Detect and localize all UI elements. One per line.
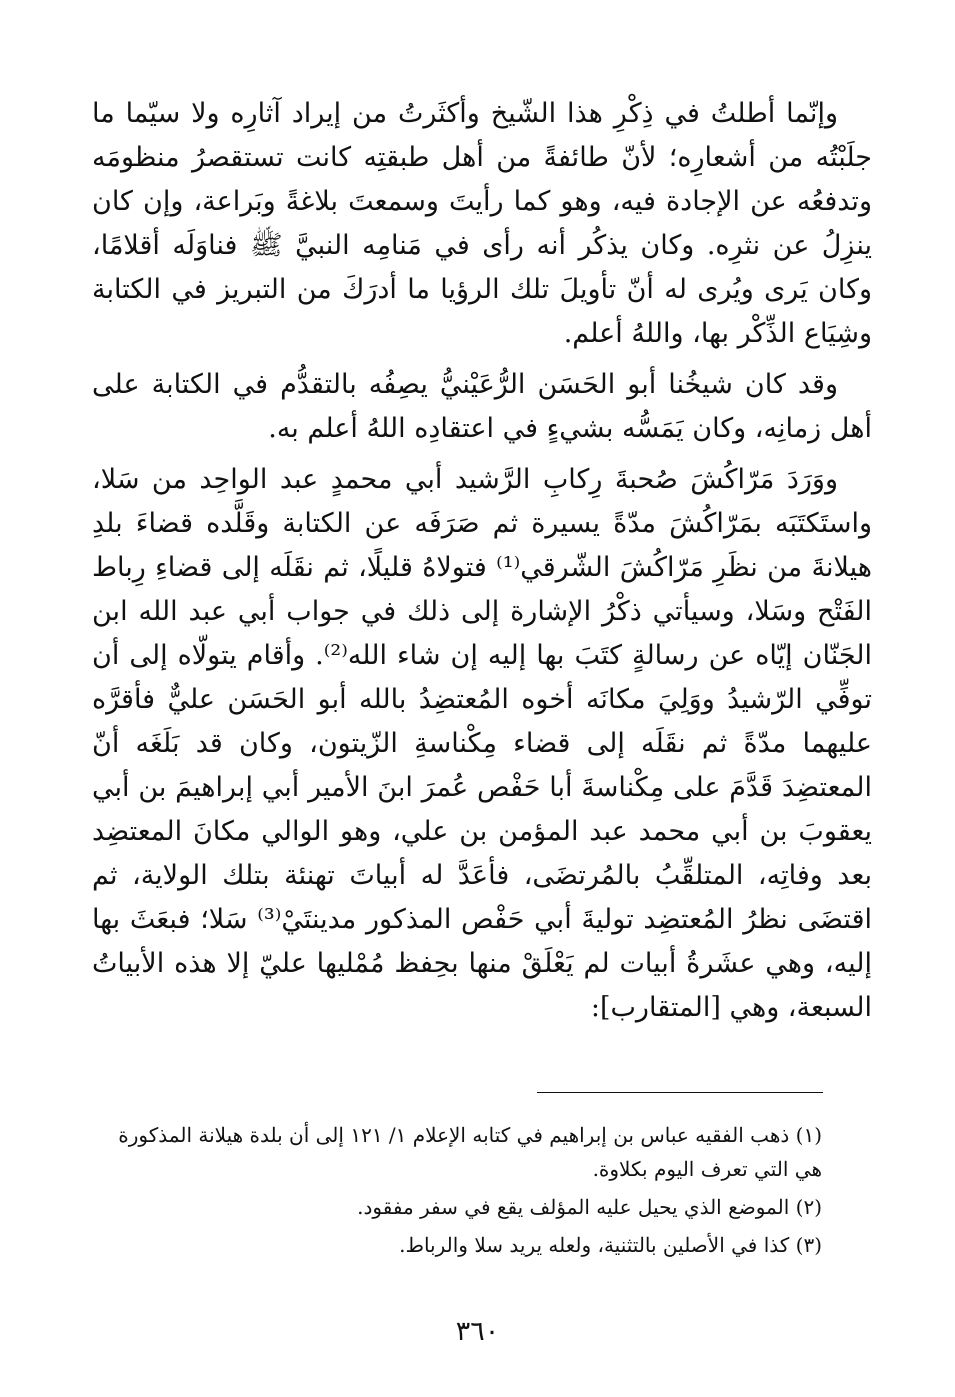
footnotes [92, 1118, 822, 1266]
footnote-1: (١) ذهب الفقيه عباس بن إبراهيم في كتابه الإعلام ١/ ١٢١ إلى أن بلدة هيلانة المذكورة هي التي تعرف اليوم بكلاوة. [118, 1123, 822, 1181]
paragraph-2: وقد كان شيخُنا أبو الحَسَن الرُّعَيْنيُّ يصِفُه بالتقدُّم في الكتابة على أهل زمانِه، وكان يَمَسُّه بشيءٍ في اعتقادِه اللهُ أعلم به. [92, 369, 872, 444]
main-text [92, 92, 872, 1037]
paragraph-1: وإنّما أطلتُ في ذِكْرِ هذا الشّيخ وأكثَرتُ من إيراد آثارِه ولا سيّما ما جلَبْتُه من أشعارِه؛ لأنّ طائفةً من أهل طبقتِه كانت تستقصرُ منظومَه وتدفعُه عن الإجادة فيه، وهو كما رأيتَ وسمعتَ بلاغةً وبَراعة، وإن كان ينزِلُ عن نثرِه. وكان يذكُر أنه رأى في مَنامِه النبيَّ ﷺ فناوَلَه أقلامًا، وكان يَرى ويُرى له أنّ تأويلَ تلك الرؤيا ما أدرَكَ من التبريز في الكتابة وشِيَاع الذِّكْر بها، واللهُ أعلم. [92, 98, 872, 349]
footnote-divider [537, 1092, 823, 1093]
paragraph-3: ووَرَدَ مَرّاكُشَ صُحبةَ رِكابِ الرَّشيد أبي محمدٍ عبد الواحِد من سَلا، واستَكتَبَه بمَرّاكُشَ مدّةً يسيرة ثم صَرَفَه عن الكتابة وقَلَّده قضاءَ بلدِ هيلانةَ من نظَرِ مَرّاكُشَ الشّرقي⁽¹⁾ فتولاهُ قليلًا، ثم نقَلَه إلى قضاءِ رِباط الفَتْح وسَلا، وسيأتي ذكْرُ الإشارة إلى ذلك في جواب أبي عبد الله ابن الجَنّان إيّاه عن رسالةٍ كتَبَ بها إليه إن شاء الله⁽²⁾. وأقام يتولّاه إلى أن توفِّي الرّشيدُ ووَلِيَ مكانَه أخوه المُعتضِدُ بالله أبو الحَسَن عليٌّ فأقرَّه عليهما مدّةً ثم نقَلَه إلى قضاء مِكْناسةِ الزّيتون، وكان قد بَلَغَه أنّ المعتضِدَ قَدَّمَ على مِكْناسةَ أبا حَفْص عُمرَ ابنَ الأمير أبي إبراهيمَ بن أبي يعقوبَ بن أبي محمد عبد المؤمن بن علي، وهو الوالي مكانَ المعتضِد بعد وفاتِه، المتلقِّبُ بالمُرتضَى، فأعَدَّ له أبياتَ تهنئة بتلك الولاية، ثم اقتضَى نظرُ المُعتضِد توليةَ أبي حَفْص المذكور مدينتَيْ⁽³⁾ سَلا؛ فبعَثَ بها إليه، وهي عشَرةُ أبيات لم يَعْلَقْ منها بحِفظ مُمْليها عليّ إلا هذه الأبياتُ السبعة، وهي [المتقارب]: [92, 464, 872, 1023]
page-number: ٣٦٠ [455, 1316, 500, 1347]
footnote-2: (٢) الموضع الذي يحيل عليه المؤلف يقع في سفر مفقود. [357, 1195, 822, 1219]
footnote-3: (٣) كذا في الأصلين بالتثنية، ولعله يريد سلا والرباط. [399, 1233, 822, 1257]
